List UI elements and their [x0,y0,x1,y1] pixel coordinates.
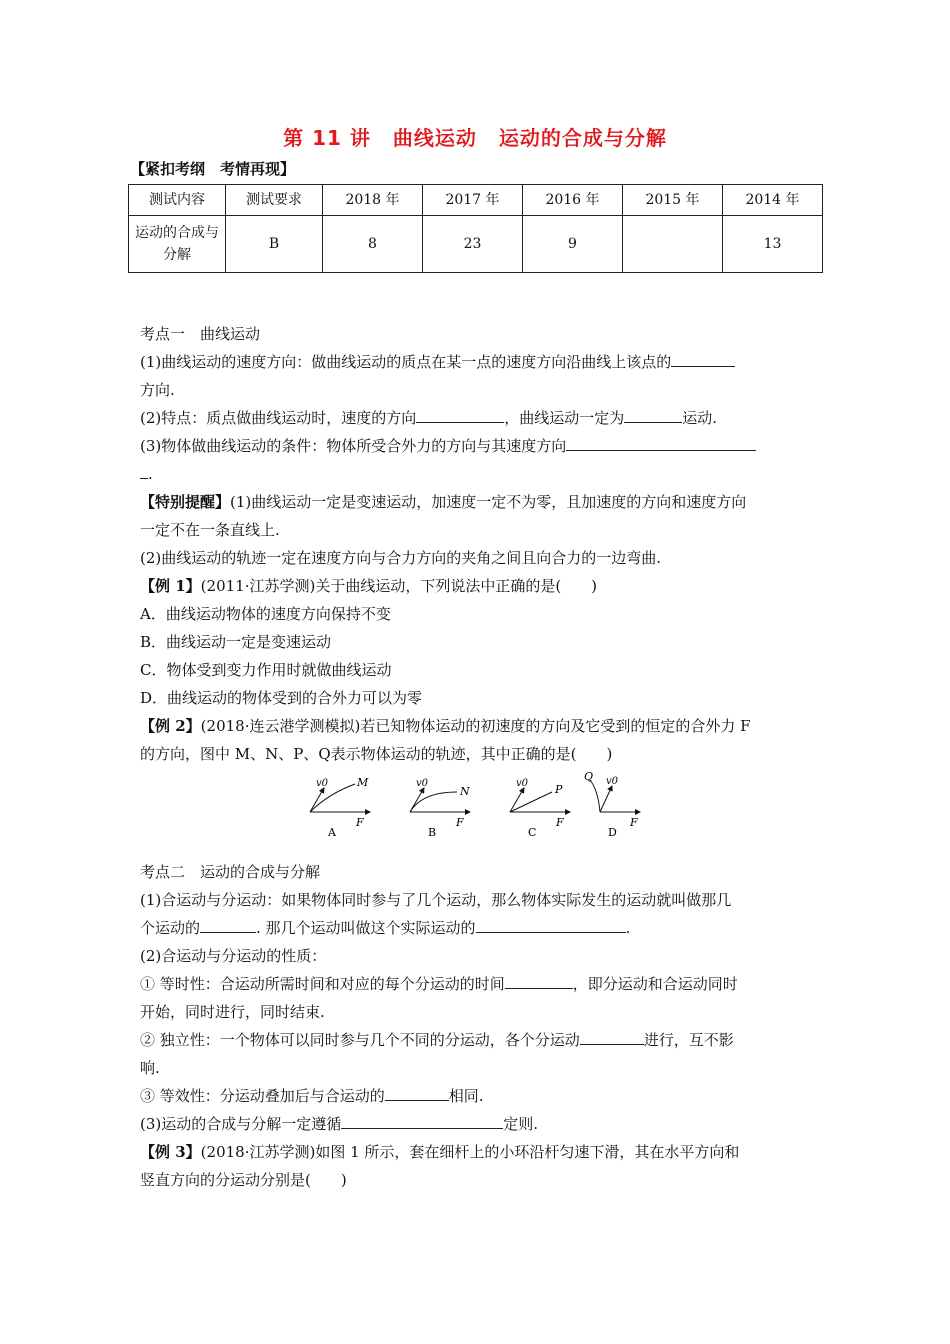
text: . [148,465,153,483]
text: (1)曲线运动的速度方向：做曲线运动的质点在某一点的速度方向沿曲线上该点的 [140,353,672,371]
v0-label: v0 [516,778,529,789]
trajectory-figures [300,770,645,842]
table-cell [623,216,723,273]
option-d: D．曲线运动的物体受到的合外力可以为零 [140,689,423,707]
force-label: F [456,816,464,829]
table-header-cell: 2014 年 [723,185,823,216]
figure-c [510,778,570,839]
answer-blank [671,350,735,367]
table-header-cell: 2015 年 [623,185,723,216]
table-cell: 23 [423,216,523,273]
answer-blank [566,434,756,451]
option-c: C．物体受到变力作用时就做曲线运动 [140,661,392,679]
text: (1)曲线运动一定是变速运动，加速度一定不为零，且加速度的方向和速度方向 [230,493,747,511]
text: ，曲线运动一定为 [504,409,625,427]
text: ① 等时性：合运动所需时间和对应的每个分运动的时间 [140,975,505,993]
curve-label: N [460,785,470,798]
example-3-stem: 竖直方向的分运动分别是( ) [140,1171,347,1189]
kp1-line [140,460,815,488]
table-cell: 9 [523,216,623,273]
text: (2)特点：质点做曲线运动时，速度的方向 [140,409,417,427]
option-b: B．曲线运动一定是变速运动 [140,633,332,651]
figure-d [584,770,640,839]
answer-blank [624,406,682,423]
force-label: F [356,816,364,829]
velocity-arrow [600,786,612,812]
kp2-line: (1)合运动与分运动：如果物体同时参与了几个运动，那么物体实际发生的运动就叫做那几 [140,891,732,909]
table-cell: 运动的合成与分解 [129,216,226,273]
text: 运动. [682,409,718,427]
table-header-cell: 2017 年 [423,185,523,216]
answer-blank [580,1028,644,1045]
text: ，即分运动和合运动同时 [572,975,738,993]
figure-a [310,776,370,839]
kp1-line [140,348,815,376]
page-title [0,122,950,151]
kp2-line [140,1110,815,1138]
kp2-line: 响. [140,1059,160,1077]
answer-blank [140,462,148,479]
table-header-cell: 2016 年 [523,185,623,216]
text: ② 独立性：一个物体可以同时参与几个不同的分运动，各个分运动 [140,1031,580,1049]
kp2-line [140,1026,815,1054]
trajectory-curve [410,792,457,812]
remind-tag: 【特别提醒】 [140,493,231,511]
text: ③ 等效性：分运动叠加后与合运动的 [140,1087,385,1105]
remind-line: (2)曲线运动的轨迹一定在速度方向与合力方向的夹角之间且向合力的一边弯曲. [140,549,662,567]
table-cell: 8 [323,216,423,273]
velocity-arrow [310,788,324,812]
answer-blank [505,972,573,989]
kp2-line: (2)合运动与分运动的性质： [140,947,327,965]
example-2-stem: 的方向，图中 M、N、P、Q表示物体运动的轨迹，其中正确的是( ) [140,745,613,763]
v0-label: v0 [606,776,619,787]
table-cell: 13 [723,216,823,273]
answer-blank [476,916,626,933]
v0-label: v0 [316,778,329,789]
example-2-stem [140,712,815,740]
option-letter: B [428,826,437,839]
kp2-line [140,970,815,998]
text: 相同. [448,1087,484,1105]
example-tag: 【例 3】 [140,1143,201,1161]
curve-label: Q [584,770,594,783]
force-label: F [556,816,564,829]
kp2-heading: 考点二 运动的合成与分解 [140,863,321,881]
kp1-line: 方向. [140,381,175,399]
trajectory-curve [590,780,600,812]
option-letter: C [528,826,537,839]
section-header: 【紧扣考纲 考情再现】 [130,160,296,178]
force-label: F [630,816,638,829]
text: 进行，互不影 [643,1031,734,1049]
trajectory-figures-svg [300,770,645,842]
table-cell: B [226,216,323,273]
answer-blank [341,1112,503,1129]
text: (2011·江苏学测)关于曲线运动，下列说法中正确的是( ) [200,577,598,595]
exam-table [128,184,823,273]
v0-label: v0 [416,778,429,789]
kp1-line [140,432,815,460]
text: 定则. [503,1115,539,1133]
lecture-topic-1: 曲线运动 [392,126,477,150]
lecture-topic-2: 运动的合成与分解 [498,126,667,150]
kp2-line [140,914,815,942]
table-header-cell: 测试内容 [129,185,226,216]
example-1-stem [140,572,815,600]
text: (3)运动的合成与分解一定遵循 [140,1115,342,1133]
table-header-cell: 2018 年 [323,185,423,216]
text: . [625,919,631,937]
kp2-line: 开始，同时进行，同时结束. [140,1003,325,1021]
kp2-line [140,1082,815,1110]
table-header-row [129,185,823,216]
table-header-cell: 测试要求 [226,185,323,216]
remind-line [140,488,815,516]
table-row [129,216,823,273]
answer-blank [200,916,256,933]
remind-line: 一定不在一条直线上. [140,521,280,539]
answer-blank [416,406,504,423]
example-3-stem [140,1138,815,1166]
option-letter: A [328,826,336,839]
text: . 那几个运动叫做这个实际运动的 [256,919,476,937]
curve-label: P [555,783,563,796]
kp1-heading: 考点一 曲线运动 [140,325,261,343]
curve-label: M [357,776,369,789]
example-tag: 【例 1】 [140,577,201,595]
lecture-number: 第 11 讲 [283,126,371,150]
text: (2018·江苏学测)如图 1 所示，套在细杆上的小环沿杆匀速下滑，其在水平方向和 [200,1143,740,1161]
text: (2018·连云港学测模拟)若已知物体运动的初速度的方向及它受到的恒定的合外力 F [200,717,751,735]
option-letter: D [608,826,617,839]
example-tag: 【例 2】 [140,717,201,735]
kp1-line [140,404,815,432]
answer-blank [385,1084,449,1101]
text: (3)物体做曲线运动的条件：物体所受合外力的方向与其速度方向 [140,437,567,455]
text: 个运动的 [140,919,201,937]
figure-b [410,778,470,839]
document-body [140,320,815,1194]
option-a: A．曲线运动物体的速度方向保持不变 [140,605,391,623]
